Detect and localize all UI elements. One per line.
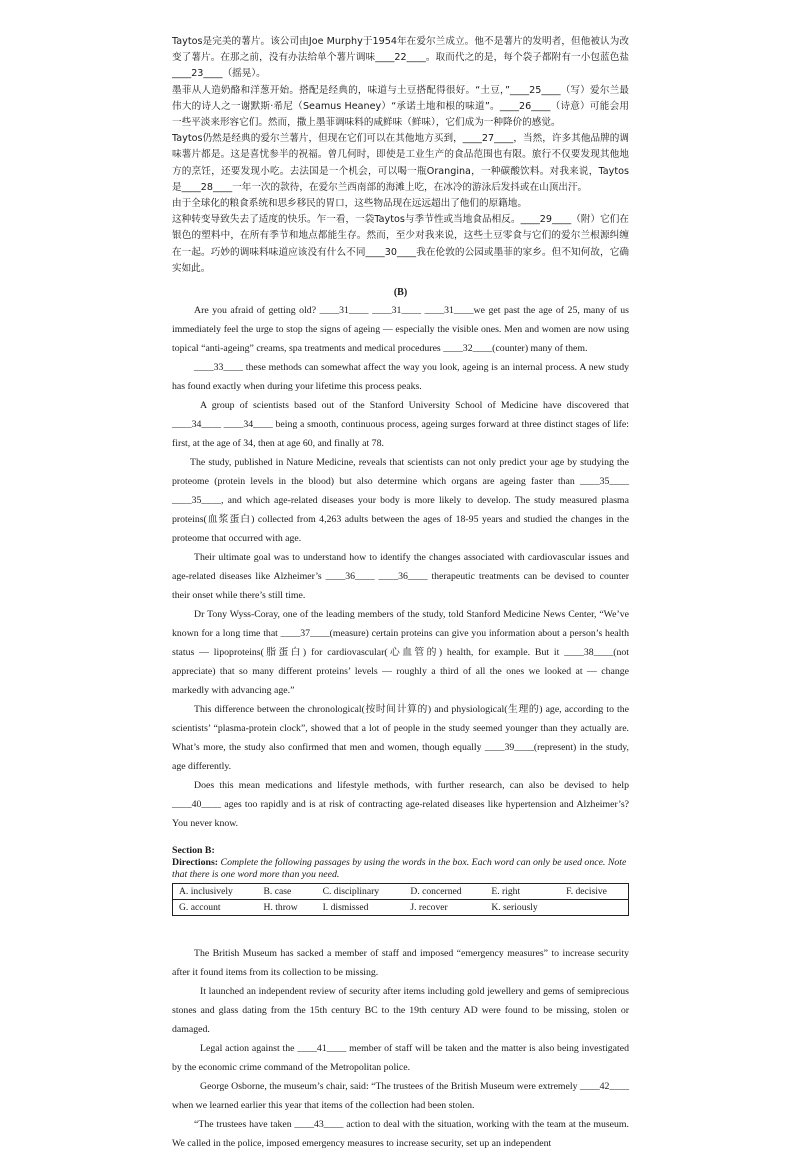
word-option: K. seriously <box>491 902 538 914</box>
paragraph-modest-pleasure: 这种转变导致失去了适度的快乐。乍一看，一袋Taytos与季节性或当地食品相反。____29____（附）它们在银色的塑料中，在所有季节和地点都能生存。然而，至少对我来说，这些土豆零食与它们的爱尔兰根源纠缠在一起。巧妙的调味料味道应该没有什么不同____30____我在伦敦的公园或墨菲的家乡。但不知何故，它确实如此。 <box>172 214 629 274</box>
section-b-paragraph: The British Museum has sacked a member of staff and imposed “emergency measures” to increase security after it found items from its collection to be missing. <box>172 948 629 979</box>
paragraph-globalisation: 由于全球化的粮食系统和思乡移民的胃口，这些物品现在远远超出了他们的原籍地。 <box>172 198 527 210</box>
passage-b-title: (B) <box>393 287 408 299</box>
paragraph-taytos-classic: Taytos仍然是经典的爱尔兰薯片，但现在它们可以在其他地方买到，____27____，当然，许多其他品牌的调味薯片都是。这是喜忧参半的祝福。曾几何时，即使是工业生产的食品范围也有限。旅行不仅要发现其他地方的烹饪，还要发现小吃。去法国是一个机会，可以喝一瓶Orangina，一种碳酸饮料。对我来说，Taytos是____28____一年一次的款待，在爱尔兰西南部的海滩上吃，在冰冷的游泳后发抖或在山顶出汗。 <box>172 133 629 193</box>
passage-b-paragraph: Are you afraid of getting old? ____31____ ____31____ ____31____we get past the age of 25, many of us immediately feel the urge to stop the signs of ageing — especially the visible ones. Men and women are now using topical “anti-ageing” creams, spa treatments and medical procedures ____32____(counter) many of them. <box>172 305 629 355</box>
passage-b-paragraph: Does this mean medications and lifestyle methods, with further research, can also be devised to help ____40____ ages too rapidly and is at risk of contracting age-related diseases like hypertension and Alzheimer’s? You never know. <box>172 780 629 830</box>
section-b-paragraph: It launched an independent review of security after items including gold jewellery and gems of semiprecious stones and glass dating from the 15th century BC to the 19th century AD were found to be missing, stolen or damaged. <box>172 986 629 1036</box>
word-option: J. recover <box>410 902 448 914</box>
word-option: A. inclusively <box>173 884 258 900</box>
passage-b-paragraph: Dr Tony Wyss-Coray, one of the leading members of the study, told Stanford Medicine News Center, “We’ve known for a long time that ____37____(measure) certain proteins can give you information about a person’s health status — lipoproteins(脂蛋白) for cardiovascular(心血管的) health, for example. But it ____38____(not appreciate) that so many different proteins’ levels — roughly a third of all the ones we looked at — change markedly with advancing age.” <box>172 609 629 697</box>
directions-text: Complete the following passages by using the words in the box. Each word can only be used once. Note that there is one word more than you need. <box>172 857 627 881</box>
word-box <box>172 883 629 916</box>
paragraph-murphy-flavour: 墨菲从人造奶酪和洋葱开始。搭配是经典的，味道与土豆搭配得很好。“土豆，”____25____（写）爱尔兰最伟大的诗人之一谢默斯·希尼（Seamus Heaney）“承诺土地和根的味道”。____26____（诗意）可能会用一些平淡来形容它们。然而，撒上墨菲调味料的咸鲜味（鲜味），它们成为一种降价的感觉。 <box>172 84 629 129</box>
section-b-heading: Section B: <box>172 845 215 857</box>
word-box-row <box>173 884 629 900</box>
word-option: F. decisive <box>560 884 628 900</box>
section-b-directions <box>172 857 629 881</box>
passage-b-paragraph: A group of scientists based out of the Stanford University School of Medicine have discovered that ____34____ ____34____ being a smooth, continuous process, ageing surges forward at three distinct stages of life: first, at the age of 34, then at age 60, and finally at 78. <box>172 400 629 450</box>
passage-b-paragraph: ____33____ these methods can somewhat affect the way you look, ageing is an internal process. A new study has found exactly when during your lifetime this process peaks. <box>172 362 629 393</box>
exam-page <box>172 34 629 1153</box>
passage-b-paragraph: This difference between the chronological(按时间计算的) and physiological(生理的) age, according to the scientists’ “plasma-protein clock”, showed that a lot of people in the study seemed younger than they actually are. What’s more, the study also confirmed that men and women, though equally ____39____(represent) in the study, age differently. <box>172 704 629 773</box>
section-a-tail <box>172 34 629 277</box>
passage-b-paragraph: The study, published in Nature Medicine, reveals that scientists can not only predict your age by studying the proteome (protein levels in the blood) but also determine which organs are ageing faster than ____35____ ____35____, and which age-related diseases your body is more likely to develop. The study measured plasma proteins(血浆蛋白) collected from 4,263 adults between the ages of 18-95 years and studied the changes in the proteome that occurred with age. <box>172 457 629 545</box>
paragraph-taytos-intro: Taytos是完美的薯片。该公司由Joe Murphy于1954年在爱尔兰成立。他不是薯片的发明者，但他被认为改变了薯片。在那之前，没有办法给单个薯片调味____22____。取而代之的是，每个袋子都附有一小包蓝色盐____23____（摇晃）。 <box>172 36 629 80</box>
word-option: G. account <box>179 902 221 914</box>
passage-b <box>172 301 629 833</box>
directions-label: Directions: <box>172 857 219 869</box>
section-b-paragraph: “The trustees have taken ____43____ action to deal with the situation, working with the team at the museum. We called in the police, imposed emergency measures to increase security, set up an independent <box>172 1119 629 1150</box>
word-option: C. disciplinary <box>317 884 405 900</box>
section-b-paragraph: George Osborne, the museum’s chair, said: “The trustees of the British Museum were extremely ____42____ when we learned earlier this year that items of the collection had been stolen. <box>172 1081 629 1112</box>
word-option: E. right <box>485 884 560 900</box>
section-b-passage <box>172 944 629 1153</box>
word-option: I. dismissed <box>322 902 369 914</box>
word-box-row <box>173 900 629 916</box>
word-option: H. throw <box>263 902 298 914</box>
section-b-paragraph: Legal action against the ____41____ member of staff will be taken and the matter is also being investigated by the economic crime command of the Metropolitan police. <box>172 1043 629 1074</box>
word-option: D. concerned <box>404 884 485 900</box>
passage-b-paragraph: Their ultimate goal was to understand how to identify the changes associated with cardiovascular issues and age-related diseases like Alzheimer’s ____36____ ____36____ therapeutic treatments can be devised to counter their onset while there’s still time. <box>172 552 629 602</box>
word-option: B. case <box>258 884 317 900</box>
